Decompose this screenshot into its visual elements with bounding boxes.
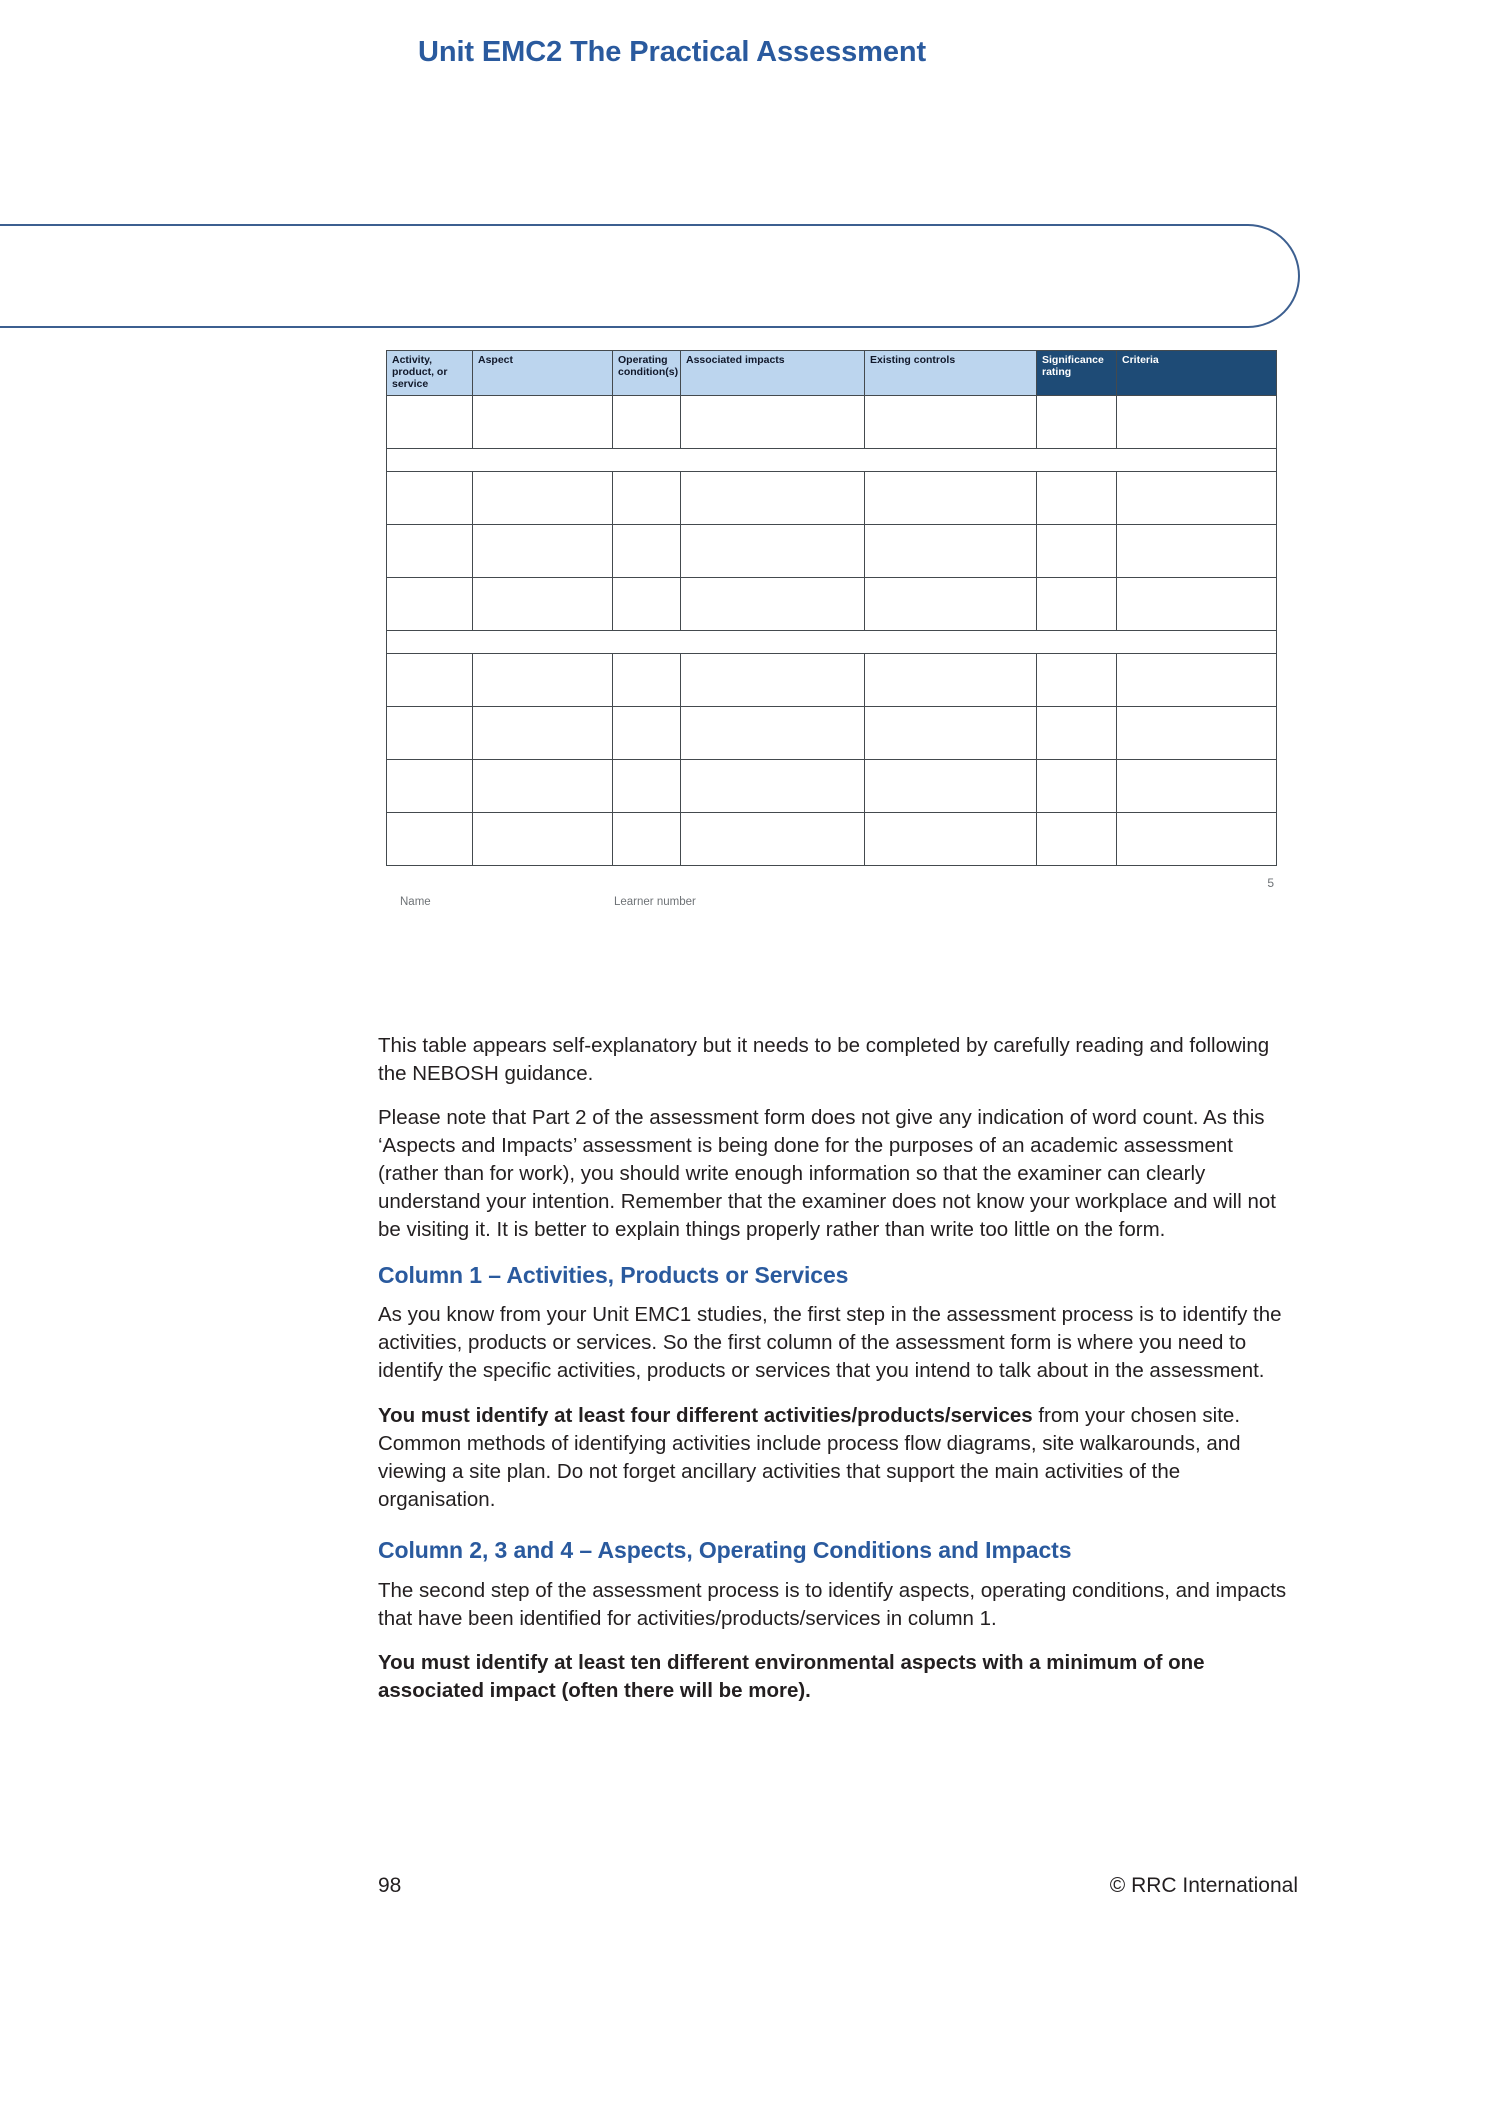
table-cell[interactable] bbox=[1117, 396, 1277, 449]
table-cell[interactable] bbox=[1117, 578, 1277, 631]
requirement-bold-ten-aspects: You must identify at least ten different environmental aspects with a minimum of one associated impact (often there will be more). bbox=[378, 1650, 1205, 1702]
table-cell[interactable] bbox=[681, 654, 865, 707]
form-learner-number-label: Learner number bbox=[614, 896, 696, 908]
paragraph-second-step: The second step of the assessment process is to identify aspects, operating conditions, and impacts that have been identified for activities/products/services in column 1. bbox=[378, 1578, 1287, 1630]
table-cell[interactable] bbox=[613, 525, 681, 578]
table-cell[interactable] bbox=[1037, 578, 1117, 631]
assessment-form-block bbox=[386, 350, 1276, 916]
table-cell[interactable] bbox=[473, 813, 613, 866]
table-cell[interactable] bbox=[1037, 813, 1117, 866]
table-cell[interactable] bbox=[387, 813, 473, 866]
table-cell[interactable] bbox=[1037, 707, 1117, 760]
table-row bbox=[387, 707, 1277, 760]
table-cell[interactable] bbox=[1037, 525, 1117, 578]
table-cell[interactable] bbox=[865, 525, 1037, 578]
table-cell[interactable] bbox=[387, 396, 473, 449]
table-cell[interactable] bbox=[473, 654, 613, 707]
requirement-bold-four-activities: You must identify at least four different activities/products/services bbox=[378, 1403, 1033, 1427]
table-cell[interactable] bbox=[1037, 760, 1117, 813]
table-header-row bbox=[387, 351, 1277, 396]
table-spacer-row bbox=[387, 449, 1277, 472]
footer-page-number: 98 bbox=[378, 1874, 402, 1897]
column-header-activity: Activity, product, or service bbox=[387, 351, 473, 396]
table-cell[interactable] bbox=[613, 813, 681, 866]
table-cell[interactable] bbox=[865, 472, 1037, 525]
column-header-criteria: Criteria bbox=[1117, 351, 1277, 396]
table-cell[interactable] bbox=[1117, 813, 1277, 866]
table-cell[interactable] bbox=[681, 813, 865, 866]
table-cell[interactable] bbox=[1117, 707, 1277, 760]
paragraph-table-explanatory: This table appears self-explanatory but it needs to be completed by carefully reading and following the NEBOSH guidance. bbox=[378, 1034, 1270, 1086]
table-cell[interactable] bbox=[387, 707, 473, 760]
table-cell[interactable] bbox=[473, 396, 613, 449]
table-cell[interactable] bbox=[1037, 654, 1117, 707]
table-row bbox=[387, 760, 1277, 813]
column-header-existing-controls: Existing controls bbox=[865, 351, 1037, 396]
table-row bbox=[387, 396, 1277, 449]
paragraph-column-1-intro: As you know from your Unit EMC1 studies, the first step in the assessment process is to identify the activities, products or services. So the first column of the assessment form is where you need to identify the specific activities, products or services that you intend to talk about in the assessment. bbox=[378, 1303, 1282, 1383]
table-cell[interactable] bbox=[681, 578, 865, 631]
table-spacer-cell bbox=[387, 449, 1277, 472]
table-row bbox=[387, 525, 1277, 578]
table-cell[interactable] bbox=[613, 760, 681, 813]
page-footer bbox=[378, 1874, 1298, 1904]
form-footer-meta bbox=[386, 876, 1276, 916]
form-page-number: 5 bbox=[1267, 876, 1274, 890]
table-row bbox=[387, 813, 1277, 866]
table-cell[interactable] bbox=[473, 578, 613, 631]
page-title: Unit EMC2 The Practical Assessment bbox=[418, 35, 927, 68]
table-cell[interactable] bbox=[387, 654, 473, 707]
table-cell[interactable] bbox=[681, 472, 865, 525]
table-spacer-row bbox=[387, 631, 1277, 654]
page-header-banner bbox=[0, 224, 1300, 328]
table-cell[interactable] bbox=[387, 578, 473, 631]
table-cell[interactable] bbox=[1037, 396, 1117, 449]
table-cell[interactable] bbox=[865, 654, 1037, 707]
column-header-operating-condition: Operating condition(s) bbox=[613, 351, 681, 396]
table-cell[interactable] bbox=[473, 472, 613, 525]
section-heading-column-1: Column 1 – Activities, Products or Services bbox=[378, 1261, 849, 1288]
paragraph-word-count-note: Please note that Part 2 of the assessment form does not give any indication of word count. As this ‘Aspects and Impacts’ assessment is being done for the purposes of an academic assessment (rather than for work), you should write enough information so that the examiner can clearly understand your intention. Remember that the examiner does not know your workplace and will not be visiting it. It is better to explain things properly rather than write too little on the form. bbox=[378, 1106, 1276, 1242]
table-cell[interactable] bbox=[681, 760, 865, 813]
form-name-label: Name bbox=[400, 896, 431, 908]
table-cell[interactable] bbox=[1117, 472, 1277, 525]
table-row bbox=[387, 578, 1277, 631]
column-header-aspect: Aspect bbox=[473, 351, 613, 396]
table-cell[interactable] bbox=[613, 578, 681, 631]
column-header-associated-impacts: Associated impacts bbox=[681, 351, 865, 396]
table-cell[interactable] bbox=[1117, 654, 1277, 707]
paragraph-ten-aspects-requirement bbox=[378, 1649, 1298, 1705]
table-cell[interactable] bbox=[865, 707, 1037, 760]
table-row bbox=[387, 654, 1277, 707]
table-row bbox=[387, 472, 1277, 525]
table-cell[interactable] bbox=[1117, 760, 1277, 813]
table-cell[interactable] bbox=[613, 472, 681, 525]
table-cell[interactable] bbox=[865, 813, 1037, 866]
table-cell[interactable] bbox=[681, 707, 865, 760]
table-cell[interactable] bbox=[473, 707, 613, 760]
table-cell[interactable] bbox=[1117, 525, 1277, 578]
table-cell[interactable] bbox=[613, 654, 681, 707]
table-cell[interactable] bbox=[865, 578, 1037, 631]
column-header-significance-rating: Significance rating bbox=[1037, 351, 1117, 396]
table-cell[interactable] bbox=[613, 707, 681, 760]
table-cell[interactable] bbox=[681, 396, 865, 449]
table-cell[interactable] bbox=[1037, 472, 1117, 525]
table-cell[interactable] bbox=[613, 396, 681, 449]
table-cell[interactable] bbox=[865, 396, 1037, 449]
requirement-rest-four-activities: from your chosen site. Common methods of identifying activities include process flow diagrams, site walkarounds, and viewing a site plan. Do not forget ancillary activities that support the main activities of the organisation. bbox=[378, 1403, 1241, 1511]
table-cell[interactable] bbox=[865, 760, 1037, 813]
page-body-content bbox=[378, 1032, 1298, 1721]
paragraph-four-activities-requirement bbox=[378, 1402, 1298, 1514]
table-cell[interactable] bbox=[473, 760, 613, 813]
footer-copyright: © RRC International bbox=[1109, 1874, 1298, 1897]
aspects-impacts-table bbox=[386, 350, 1277, 866]
table-cell[interactable] bbox=[387, 760, 473, 813]
table-spacer-cell bbox=[387, 631, 1277, 654]
table-cell[interactable] bbox=[681, 525, 865, 578]
table-cell[interactable] bbox=[473, 525, 613, 578]
table-cell[interactable] bbox=[387, 472, 473, 525]
table-cell[interactable] bbox=[387, 525, 473, 578]
section-heading-columns-2-3-4: Column 2, 3 and 4 – Aspects, Operating Conditions and Impacts bbox=[378, 1536, 1072, 1563]
